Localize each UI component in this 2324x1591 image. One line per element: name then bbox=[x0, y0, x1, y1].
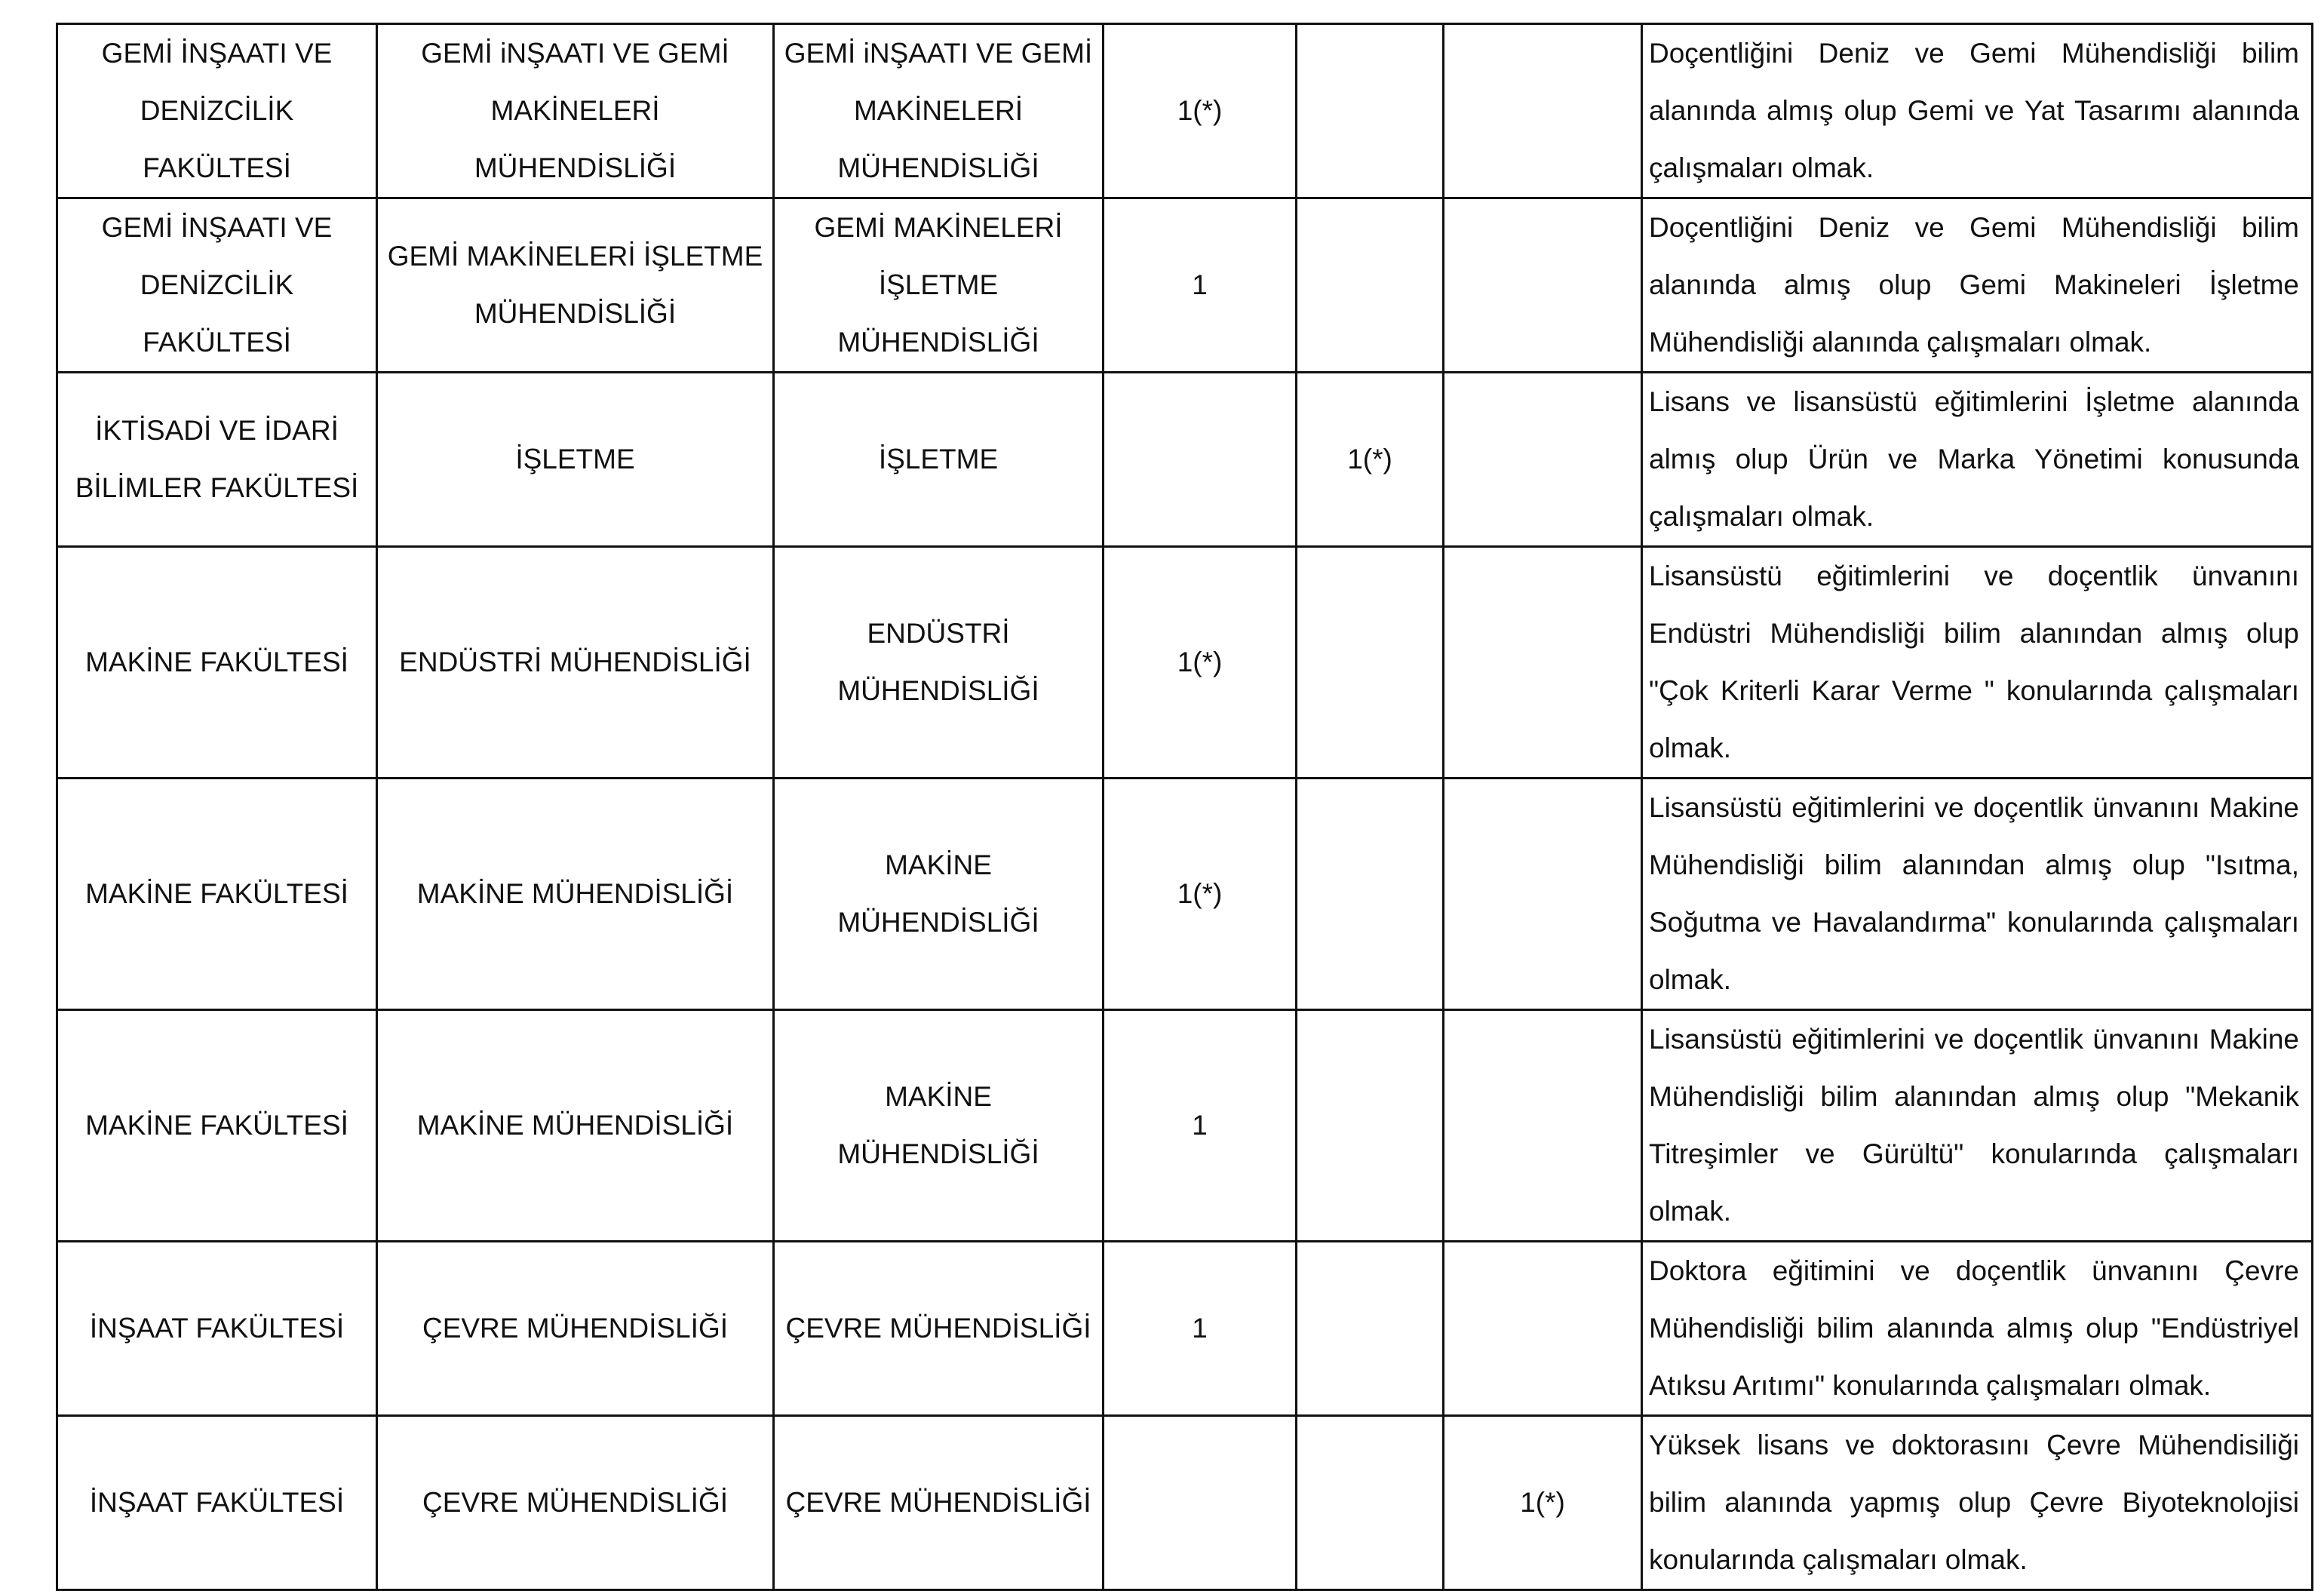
count-cell-2 bbox=[1297, 373, 1444, 547]
division-text: MAKİNE MÜHENDİSLİĞİ bbox=[837, 1081, 1039, 1169]
count-cell-1 bbox=[1104, 24, 1297, 198]
count-cell-2 bbox=[1297, 1242, 1444, 1416]
faculty-cell bbox=[57, 24, 377, 198]
department-cell bbox=[377, 24, 774, 198]
count-text-1: 1(*) bbox=[1177, 95, 1223, 126]
count-text-2: 1(*) bbox=[1347, 444, 1392, 475]
count-cell-3 bbox=[1444, 1010, 1642, 1242]
table-row bbox=[57, 24, 2313, 198]
count-cell-1 bbox=[1104, 373, 1297, 547]
division-text: ÇEVRE MÜHENDİSLİĞİ bbox=[785, 1487, 1091, 1518]
faculty-text: MAKİNE FAKÜLTESİ bbox=[85, 647, 348, 677]
count-cell-1 bbox=[1104, 1242, 1297, 1416]
department-text: GEMİ MAKİNELERİ İŞLETME MÜHENDİSLİĞİ bbox=[387, 241, 763, 329]
table-row bbox=[57, 547, 2313, 779]
count-cell-3 bbox=[1444, 373, 1642, 547]
requirement-cell bbox=[1642, 1416, 2313, 1590]
department-text: MAKİNE MÜHENDİSLİĞİ bbox=[416, 1110, 734, 1141]
division-text: ENDÜSTRİ MÜHENDİSLİĞİ bbox=[837, 618, 1039, 706]
division-cell bbox=[774, 373, 1104, 547]
faculty-cell bbox=[57, 198, 377, 373]
division-cell bbox=[774, 547, 1104, 779]
table-body bbox=[57, 24, 2313, 1590]
division-cell bbox=[774, 1010, 1104, 1242]
count-cell-1 bbox=[1104, 547, 1297, 779]
department-cell bbox=[377, 779, 774, 1010]
count-cell-1 bbox=[1104, 198, 1297, 373]
department-text: ENDÜSTRİ MÜHENDİSLİĞİ bbox=[399, 647, 751, 677]
faculty-cell bbox=[57, 779, 377, 1010]
staff-position-table bbox=[56, 23, 2313, 1591]
count-cell-2 bbox=[1297, 547, 1444, 779]
requirement-text: Lisansüstü eğitimlerini ve doçentlik ünvanını Endüstri Mühendisliği bilim alanından almış olup "Çok Kriterli Karar Verme " konularında çalışmaları olmak. bbox=[1649, 561, 2299, 763]
department-cell bbox=[377, 1010, 774, 1242]
faculty-text: GEMİ İNŞAATI VE DENİZCİLİK FAKÜLTESİ bbox=[101, 212, 333, 358]
faculty-text: GEMİ İNŞAATI VE DENİZCİLİK FAKÜLTESİ bbox=[101, 38, 333, 183]
count-cell-2 bbox=[1297, 1010, 1444, 1242]
count-cell-3 bbox=[1444, 1416, 1642, 1590]
count-cell-1 bbox=[1104, 779, 1297, 1010]
requirement-cell bbox=[1642, 24, 2313, 198]
division-text: İŞLETME bbox=[878, 444, 999, 475]
requirement-text: Yüksek lisans ve doktorasını Çevre Mühendisiliği bilim alanında yapmış olup Çevre Biyoteknolojisi konularında çalışmaları olmak. bbox=[1649, 1430, 2299, 1575]
department-cell bbox=[377, 198, 774, 373]
requirement-cell bbox=[1642, 547, 2313, 779]
count-cell-2 bbox=[1297, 779, 1444, 1010]
count-cell-2 bbox=[1297, 198, 1444, 373]
table-row bbox=[57, 198, 2313, 373]
count-text-1: 1 bbox=[1192, 1313, 1208, 1344]
department-text: GEMİ iNŞAATI VE GEMİ MAKİNELERİ MÜHENDİSLİĞİ bbox=[421, 38, 729, 183]
division-cell bbox=[774, 1416, 1104, 1590]
count-cell-1 bbox=[1104, 1416, 1297, 1590]
faculty-text: MAKİNE FAKÜLTESİ bbox=[85, 878, 348, 909]
table-row bbox=[57, 1416, 2313, 1590]
faculty-text: İNŞAAT FAKÜLTESİ bbox=[89, 1313, 345, 1344]
requirement-cell bbox=[1642, 1010, 2313, 1242]
division-cell bbox=[774, 198, 1104, 373]
count-cell-3 bbox=[1444, 198, 1642, 373]
department-cell bbox=[377, 547, 774, 779]
requirement-text: Lisansüstü eğitimlerini ve doçentlik ünvanını Makine Mühendisliği bilim alanından almış olup "Mekanik Titreşimler ve Gürültü" konularında çalışmaları olmak. bbox=[1649, 1024, 2299, 1227]
count-cell-3 bbox=[1444, 779, 1642, 1010]
faculty-text: İKTİSADİ VE İDARİ BİLİMLER FAKÜLTESİ bbox=[75, 415, 359, 503]
department-text: İŞLETME bbox=[515, 444, 635, 475]
department-cell bbox=[377, 373, 774, 547]
count-cell-3 bbox=[1444, 24, 1642, 198]
count-text-1: 1(*) bbox=[1177, 647, 1223, 677]
faculty-cell bbox=[57, 1242, 377, 1416]
faculty-text: İNŞAAT FAKÜLTESİ bbox=[89, 1487, 345, 1518]
count-text-1: 1 bbox=[1192, 1110, 1208, 1141]
faculty-cell bbox=[57, 373, 377, 547]
department-cell bbox=[377, 1242, 774, 1416]
requirement-cell bbox=[1642, 198, 2313, 373]
count-cell-3 bbox=[1444, 547, 1642, 779]
table-row bbox=[57, 1010, 2313, 1242]
division-cell bbox=[774, 24, 1104, 198]
count-cell-1 bbox=[1104, 1010, 1297, 1242]
faculty-cell bbox=[57, 1010, 377, 1242]
division-cell bbox=[774, 779, 1104, 1010]
division-text: ÇEVRE MÜHENDİSLİĞİ bbox=[785, 1313, 1091, 1344]
requirement-text: Doçentliğini Deniz ve Gemi Mühendisliği bilim alanında almış olup Gemi ve Yat Tasarımı alanında çalışmaları olmak. bbox=[1649, 38, 2299, 183]
division-text: MAKİNE MÜHENDİSLİĞİ bbox=[837, 849, 1039, 938]
department-text: ÇEVRE MÜHENDİSLİĞİ bbox=[422, 1487, 728, 1518]
division-text: GEMİ MAKİNELERİ İŞLETME MÜHENDİSLİĞİ bbox=[814, 212, 1063, 358]
requirement-text: Lisansüstü eğitimlerini ve doçentlik ünvanını Makine Mühendisliği bilim alanından almış olup "Isıtma, Soğutma ve Havalandırma" konularında çalışmaları olmak. bbox=[1649, 792, 2299, 995]
count-text-3: 1(*) bbox=[1520, 1487, 1565, 1518]
department-text: MAKİNE MÜHENDİSLİĞİ bbox=[416, 878, 734, 909]
requirement-text: Doktora eğitimini ve doçentlik ünvanını Çevre Mühendisliği bilim alanında almış olup "Endüstriyel Atıksu Arıtımı" konularında çalışmaları olmak. bbox=[1649, 1255, 2299, 1401]
count-text-1: 1 bbox=[1192, 269, 1208, 300]
table-row bbox=[57, 779, 2313, 1010]
division-text: GEMİ iNŞAATI VE GEMİ MAKİNELERİ MÜHENDİSLİĞİ bbox=[784, 38, 1093, 183]
count-cell-2 bbox=[1297, 1416, 1444, 1590]
department-cell bbox=[377, 1416, 774, 1590]
table-row bbox=[57, 373, 2313, 547]
requirement-cell bbox=[1642, 1242, 2313, 1416]
faculty-cell bbox=[57, 1416, 377, 1590]
requirement-text: Doçentliğini Deniz ve Gemi Mühendisliği bilim alanında almış olup Gemi Makineleri İşletme Mühendisliği alanında çalışmaları olmak. bbox=[1649, 212, 2299, 358]
count-text-1: 1(*) bbox=[1177, 878, 1223, 909]
department-text: ÇEVRE MÜHENDİSLİĞİ bbox=[422, 1313, 728, 1344]
faculty-text: MAKİNE FAKÜLTESİ bbox=[85, 1110, 348, 1141]
division-cell bbox=[774, 1242, 1104, 1416]
faculty-cell bbox=[57, 547, 377, 779]
requirement-text: Lisans ve lisansüstü eğitimlerini İşletme alanında almış olup Ürün ve Marka Yönetimi konusunda çalışmaları olmak. bbox=[1649, 386, 2299, 532]
requirement-cell bbox=[1642, 779, 2313, 1010]
count-cell-3 bbox=[1444, 1242, 1642, 1416]
count-cell-2 bbox=[1297, 24, 1444, 198]
requirement-cell bbox=[1642, 373, 2313, 547]
table-row bbox=[57, 1242, 2313, 1416]
